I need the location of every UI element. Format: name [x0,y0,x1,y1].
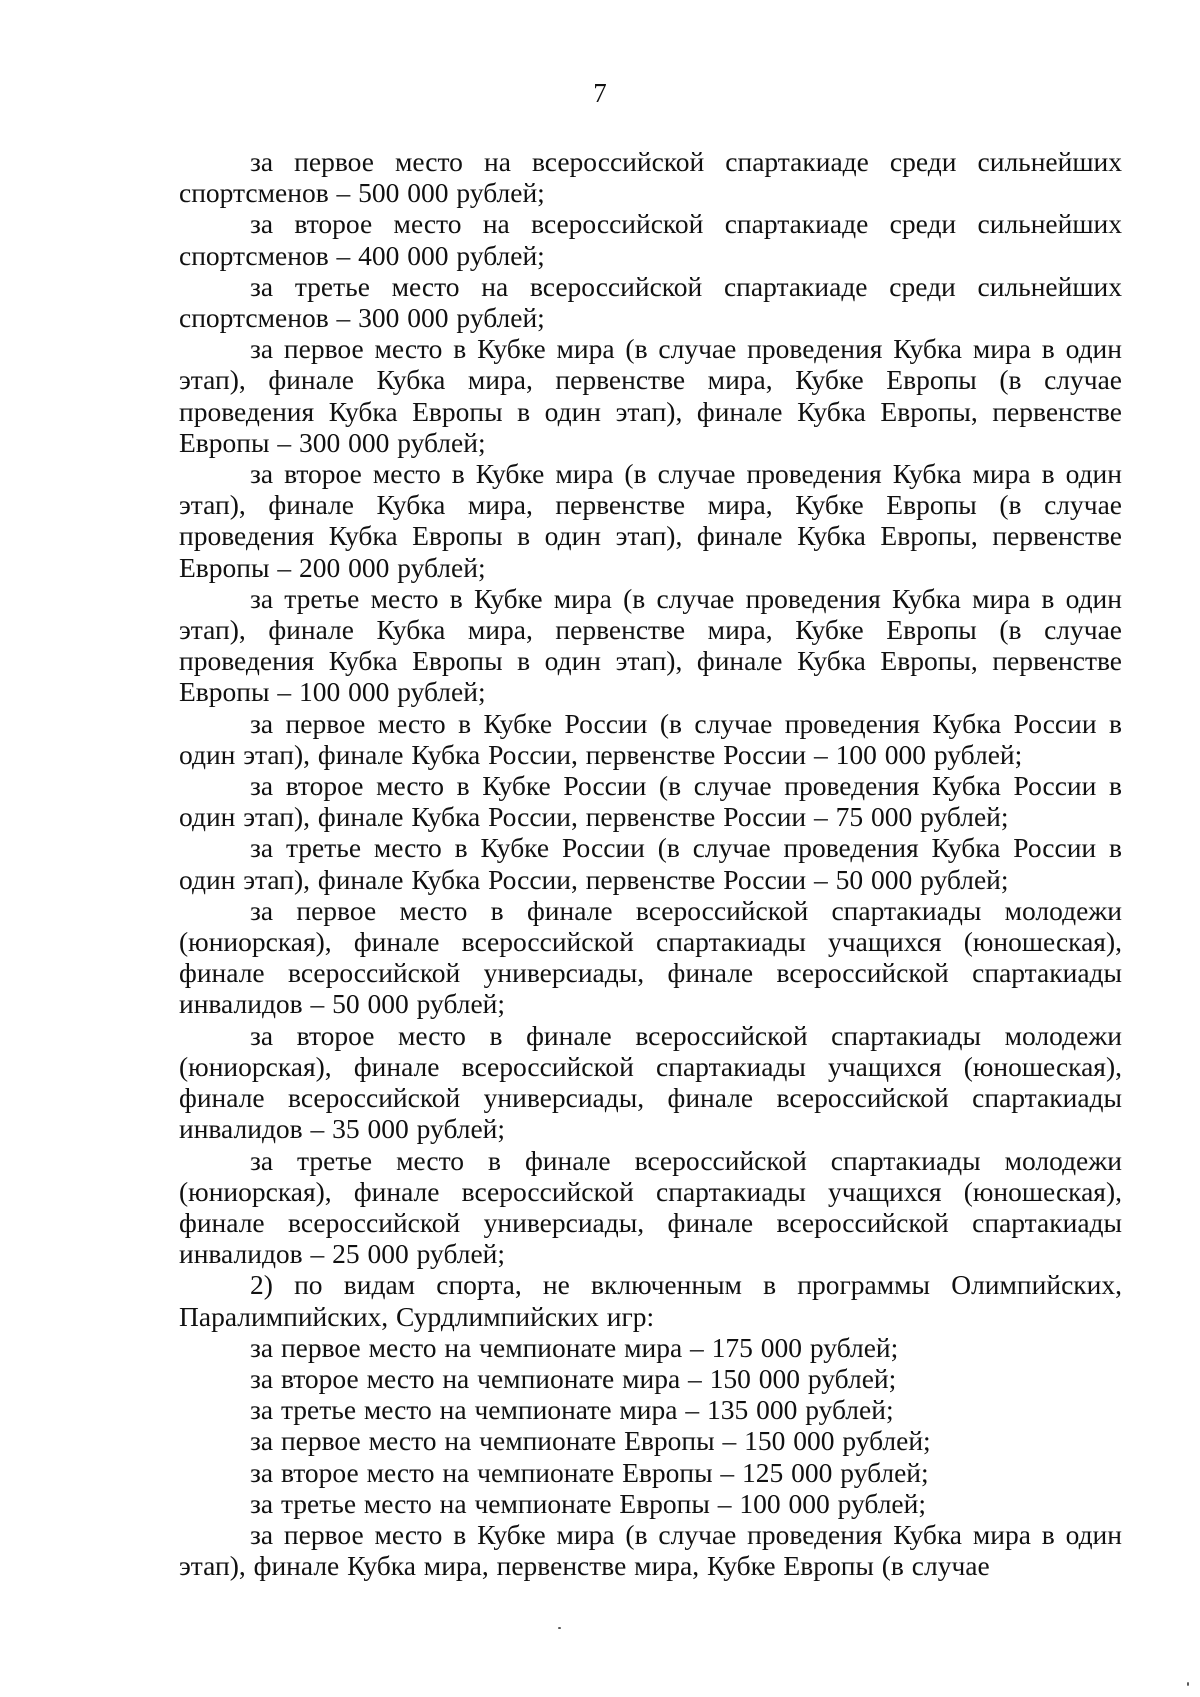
page-number: 7 [593,78,607,108]
paragraph-5: за второе место в Кубке мира (в случае проведения Кубка мира в один этап), финале Кубка мира, первенстве мира, Кубке Европы (в случае проведения Кубка Европы в один этап), финале Кубка Европы, первенстве Европы – 200 000 рублей; [179,458,1122,583]
document-body [179,146,1122,1581]
paragraph-3: за третье место на всероссийской спартакиаде среди сильнейших спортсменов – 300 000 рублей; [179,270,1122,334]
paragraph-2: за второе место на всероссийской спартакиаде среди сильнейших спортсменов – 400 000 рублей; [179,208,1122,271]
paragraph-20: за первое место в Кубке мира (в случае проведения Кубка мира в один этап), финале Кубка мира, первенстве мира, Кубке Европы (в случае [179,1518,1122,1582]
paragraph-6: за третье место в Кубке мира (в случае проведения Кубка мира в один этап), финале Кубка мира, первенстве мира, Кубке Европы (в случае проведения Кубка Европы в один этап), финале Кубка Европы, первенстве Европы – 100 000 рублей; [179,582,1122,708]
scan-speck [558,1627,561,1629]
paragraph-8: за второе место в Кубке России (в случае проведения Кубка России в один этап), финале Кубка России, первенстве России – 75 000 рублей; [179,770,1122,833]
paragraph-4: за первое место в Кубке мира (в случае проведения Кубка мира в один этап), финале Кубка мира, первенстве мира, Кубке Европы (в случае проведения Кубка Европы в один этап), финале Кубка Европы, первенстве Европы – 300 000 рублей; [179,333,1122,458]
paragraph-13: 2) по видам спорта, не включенным в программы Олимпийских, Паралимпийских, Сурдлимпийских игр: [179,1269,1122,1332]
paragraph-16: за третье место на чемпионате мира – 135 000 рублей; [250,1394,894,1426]
paragraph-18: за второе место на чемпионате Европы – 125 000 рублей; [250,1456,929,1488]
paragraph-19: за третье место на чемпионате Европы – 100 000 рублей; [250,1487,926,1519]
paragraph-12: за третье место в финале всероссийской спартакиады молодежи (юниорская), финале всероссийской спартакиады учащихся (юношеская), финале всероссийской универсиады, финале всероссийской спартакиады инвалидов – 25 000 рублей; [179,1144,1122,1270]
paragraph-11: за второе место в финале всероссийской спартакиады молодежи (юниорская), финале всероссийской спартакиады учащихся (юношеская), финале всероссийской универсиады, финале всероссийской спартакиады инвалидов – 35 000 рублей; [179,1019,1122,1145]
paragraph-1: за первое место на всероссийской спартакиаде среди сильнейших спортсменов – 500 000 рублей; [179,146,1122,209]
paragraph-14: за первое место на чемпионате мира – 175 000 рублей; [250,1331,899,1363]
scan-speck [1187,1682,1189,1686]
paragraph-17: за первое место на чемпионате Европы – 150 000 рублей; [250,1425,931,1457]
paragraph-9: за третье место в Кубке России (в случае проведения Кубка России в один этап), финале Кубка России, первенстве России – 50 000 рублей; [179,832,1122,895]
paragraph-7: за первое место в Кубке России (в случае проведения Кубка России в один этап), финале Кубка России, первенстве России – 100 000 рублей; [179,707,1122,770]
paragraph-15: за второе место на чемпионате мира – 150 000 рублей; [250,1362,897,1394]
paragraph-10: за первое место в финале всероссийской спартакиады молодежи (юниорская), финале всероссийской спартакиады учащихся (юношеская), финале всероссийской универсиады, финале всероссийской спартакиады инвалидов – 50 000 рублей; [179,894,1122,1020]
